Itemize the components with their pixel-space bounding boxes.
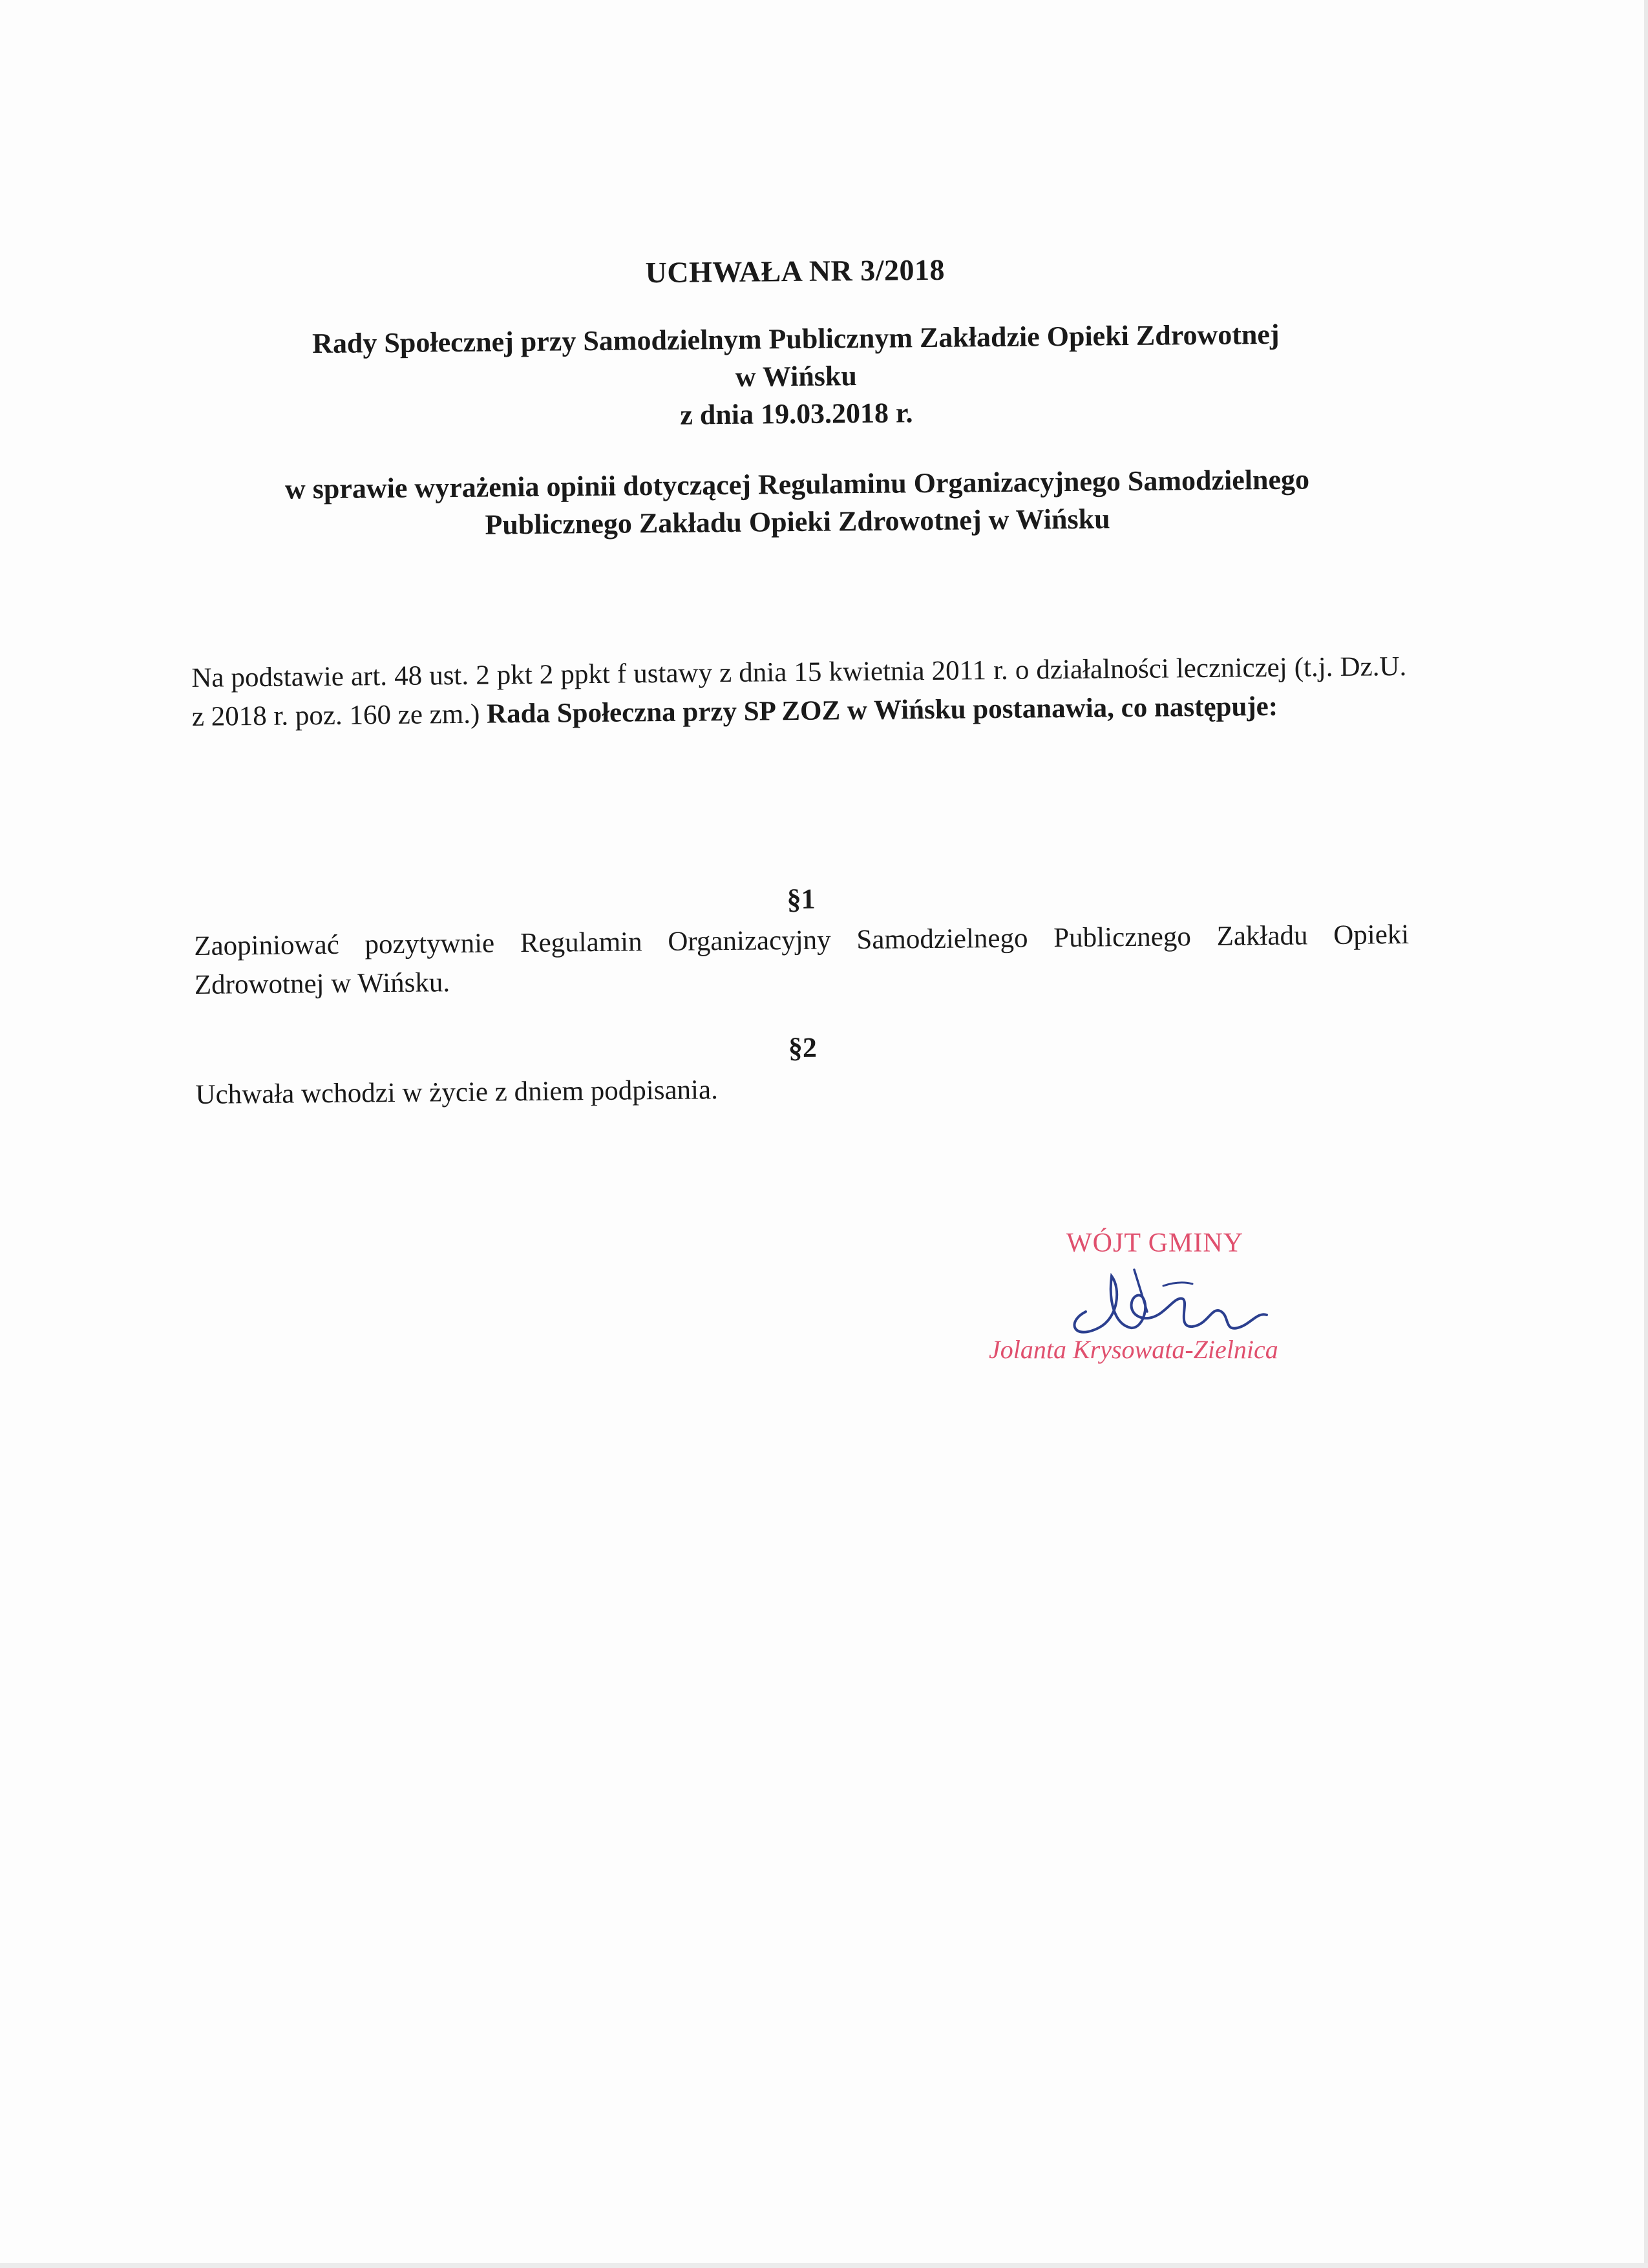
legal-basis-paragraph [191,647,1407,737]
signature-name-stamp: Jolanta Krysowata-Zielnica [989,1335,1278,1364]
signature-block [989,1228,1377,1389]
resolution-issuer [188,315,1404,439]
resolution-title: UCHWAŁA NR 3/2018 [645,253,945,289]
subject-line-1: w sprawie wyrażenia opinii dotyczącej Regulaminu Organizacyjnego Samodzielnego [284,463,1310,505]
section-1-text: Zaopiniować pozytywnie Regulamin Organizacyjny Samodzielnego Publicznego Zakładu Opieki Zdrowotnej w Wińsku. [194,919,1410,1000]
scan-edge-right [1644,0,1648,2268]
resolution-date: z dnia 19.03.2018 r. [680,397,913,431]
section-1-mark: §1 [787,883,816,916]
scan-edge-bottom [0,2263,1648,2268]
document-content [187,240,1410,1110]
handwritten-signature [1060,1250,1293,1347]
legal-basis-decision: Rada Społeczna przy SP ZOZ w Wińsku postanawia, co następuje: [486,691,1278,730]
section-2-mark: §2 [788,1031,818,1064]
section-2-text: Uchwała wchodzi w życie z dniem podpisania. [195,1075,719,1110]
issuer-line-1: Rady Społecznej przy Samodzielnym Publicznym Zakładzie Opieki Zdrowotnej [312,318,1280,360]
legal-basis-text: Na podstawie art. 48 ust. 2 pkt 2 ppkt f ustawy z dnia 15 kwietnia 2011 r. o działalności leczniczej (t.j. Dz.U. z 2018 r. poz. 160 ze zm.) [191,651,1407,732]
resolution-subject [189,460,1405,547]
subject-line-2: Publicznego Zakładu Opieki Zdrowotnej w Wińsku [485,503,1110,541]
issuer-line-2: w Wińsku [735,360,858,393]
signature-role-stamp: WÓJT GMINY [1066,1228,1244,1258]
